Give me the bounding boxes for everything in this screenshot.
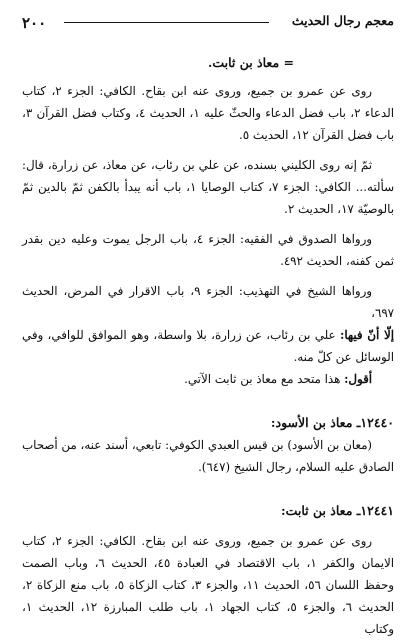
paragraph: ورواها الشيخ في التهذيب: الجزء ٩، باب الاقرار في المرض، الحديث ٦٩٧،	[22, 284, 394, 320]
paragraph: روى عن عمرو بن جميع، وروى عنه ابن بقاح. الكافي: الجزء ٢، كتاب الدعاء ٢، باب فضل الدعاء والحثّ عليه ١، الحديث ٤، وكتاب فضل القرآن ٣، باب فضل القرآن ١٢، الحديث ٥.	[22, 84, 394, 142]
book-page	[0, 8, 416, 636]
paragraph: ورواها الصدوق في الفقيه: الجزء ٤، باب الرجل يموت وعليه دين بقدر ثمن كفنه، الحديث ٤٩٢.	[22, 232, 394, 268]
page-number: ٢٠٠	[22, 14, 47, 32]
entry-heading: = معاذ بن ثابت.	[207, 55, 294, 70]
paragraph: ثمّ إنه روى الكليني بسنده، عن علي بن رئاب، عن معاذ، عن زرارة، قال: سألته... الكافي: الجزء ٧، كتاب الوصايا ١، باب أنه يبدأ بالكفن ثمّ بالدين ثمّ بالوصيّة ١٧، الحديث ٢.	[22, 158, 394, 216]
note	[22, 368, 394, 390]
note-text: هذا متحد مع معاذ بن ثابت الآتي.	[184, 372, 345, 386]
header-rule	[64, 22, 269, 23]
quote-lead: إلّا أنّ فيها:	[339, 328, 394, 342]
page-header	[22, 8, 394, 38]
paragraph: (معان بن الأسود) بن قيس العبدي الكوفي: تابعي، أسند عنه، من أصحاب الصادق عليه السلام، رجال الشيخ (٦٤٧).	[22, 438, 394, 474]
page-body	[22, 52, 394, 640]
entry-heading: ١٢٤٤٠ـ معاذ بن الأسود:	[270, 415, 394, 430]
note-label: أقول:	[344, 372, 372, 386]
running-title: معجم رجال الحديث	[291, 13, 394, 28]
paragraph: روى عن عمرو بن جميع، وروى عنه ابن بقاح. الكافي: الجزء ٢، كتاب الايمان والكفر ١، باب الاقتصاد في العبادة ٤٥، الحديث ٦، وباب الصمت وحفظ اللسان ٥٦، الحديث ١١، والجزء ٣، كتاب الزكاة ٥، باب منع الزكاة ٢، الحديث ٦، والجزء ٥، كتاب الجهاد ١، باب طلب المبارزة ١٢، الحديث ١، وكتاب	[22, 534, 395, 636]
quote-text: علي بن رئاب، عن زرارة، بلا واسطة، وهو الموافق للوافي، وفي الوسائل عن كلّ منه.	[22, 328, 394, 364]
paragraph	[22, 324, 394, 368]
entry-heading: ١٢٤٤١ـ معاذ بن ثابت:	[280, 503, 394, 518]
